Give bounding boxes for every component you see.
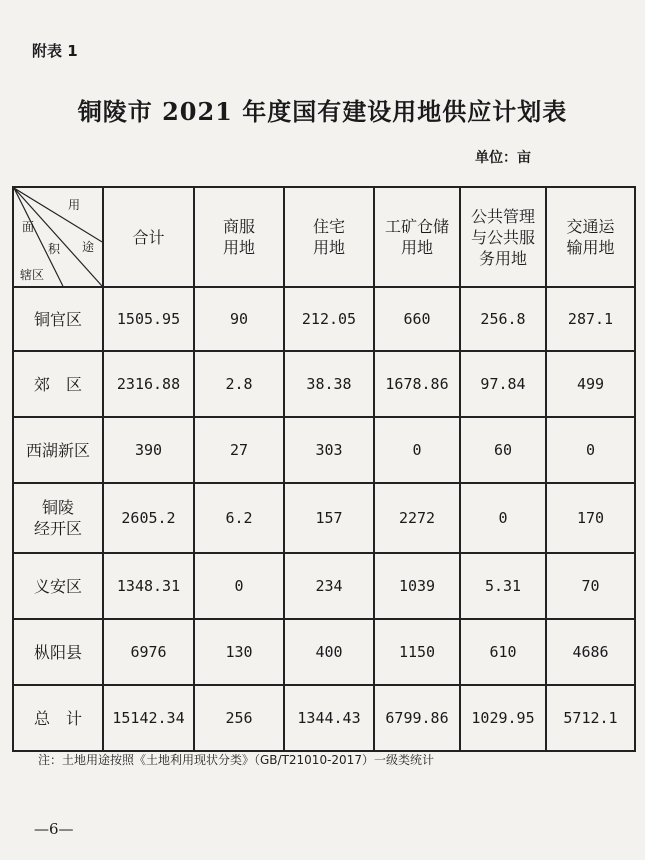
value-cell: 97.84: [460, 351, 546, 417]
corner-label-way: 途: [82, 240, 95, 254]
value-cell: 660: [374, 287, 460, 351]
header-commercial: 商服 用地: [194, 187, 284, 287]
table-body: [13, 287, 635, 751]
header-public-service: 公共管理 与公共服 务用地: [460, 187, 546, 287]
value-cell: 2605.2: [103, 483, 194, 553]
value-cell: 2272: [374, 483, 460, 553]
table-row: [13, 483, 635, 553]
land-supply-table: [12, 186, 636, 752]
header-residential: 住宅 用地: [284, 187, 374, 287]
value-cell: 6976: [103, 619, 194, 685]
header-industrial: 工矿仓储 用地: [374, 187, 460, 287]
value-cell: 0: [546, 417, 635, 483]
value-cell: 2.8: [194, 351, 284, 417]
corner-label-area: 面: [22, 220, 35, 234]
value-cell: 15142.34: [103, 685, 194, 751]
value-cell: 157: [284, 483, 374, 553]
footnote: 注：土地用途按照《土地利用现状分类》（GB/T21010-2017）一级类统计: [38, 753, 434, 767]
table-row: [13, 351, 635, 417]
value-cell: 170: [546, 483, 635, 553]
value-cell: 1344.43: [284, 685, 374, 751]
value-cell: 1505.95: [103, 287, 194, 351]
table-header-row: [13, 187, 635, 287]
value-cell: 5712.1: [546, 685, 635, 751]
corner-header-cell: [13, 187, 103, 287]
district-cell: 枞阳县: [13, 619, 103, 685]
value-cell: 303: [284, 417, 374, 483]
value-cell: 38.38: [284, 351, 374, 417]
value-cell: 6.2: [194, 483, 284, 553]
district-cell: 西湖新区: [13, 417, 103, 483]
page-title: 铜陵市 2021 年度国有建设用地供应计划表: [77, 97, 568, 126]
table-row: [13, 287, 635, 351]
value-cell: 234: [284, 553, 374, 619]
value-cell: 400: [284, 619, 374, 685]
table-row: [13, 553, 635, 619]
value-cell: 90: [194, 287, 284, 351]
value-cell: 1678.86: [374, 351, 460, 417]
value-cell: 610: [460, 619, 546, 685]
corner-label-size: 积: [48, 242, 61, 256]
value-cell: 0: [460, 483, 546, 553]
value-cell: 0: [374, 417, 460, 483]
value-cell: 4686: [546, 619, 635, 685]
page-number: —6—: [34, 820, 74, 838]
value-cell: 0: [194, 553, 284, 619]
value-cell: 130: [194, 619, 284, 685]
value-cell: 5.31: [460, 553, 546, 619]
value-cell: 2316.88: [103, 351, 194, 417]
unit-label: 单位：亩: [475, 150, 531, 166]
district-cell: 总 计: [13, 685, 103, 751]
district-cell: 铜官区: [13, 287, 103, 351]
value-cell: 1348.31: [103, 553, 194, 619]
value-cell: 27: [194, 417, 284, 483]
value-cell: 60: [460, 417, 546, 483]
value-cell: 256.8: [460, 287, 546, 351]
value-cell: 1039: [374, 553, 460, 619]
value-cell: 287.1: [546, 287, 635, 351]
value-cell: 1150: [374, 619, 460, 685]
value-cell: 212.05: [284, 287, 374, 351]
district-cell: 义安区: [13, 553, 103, 619]
value-cell: 256: [194, 685, 284, 751]
district-cell: 郊 区: [13, 351, 103, 417]
table-row: [13, 619, 635, 685]
value-cell: 6799.86: [374, 685, 460, 751]
value-cell: 390: [103, 417, 194, 483]
value-cell: 1029.95: [460, 685, 546, 751]
value-cell: 70: [546, 553, 635, 619]
appendix-label: 附表 1: [32, 42, 78, 60]
header-transport: 交通运 输用地: [546, 187, 635, 287]
district-cell: 铜陵 经开区: [13, 483, 103, 553]
header-total: 合计: [103, 187, 194, 287]
corner-label-district: 辖区: [20, 268, 45, 282]
table-row: [13, 685, 635, 751]
table-row: [13, 417, 635, 483]
corner-label-use: 用: [68, 198, 81, 212]
value-cell: 499: [546, 351, 635, 417]
